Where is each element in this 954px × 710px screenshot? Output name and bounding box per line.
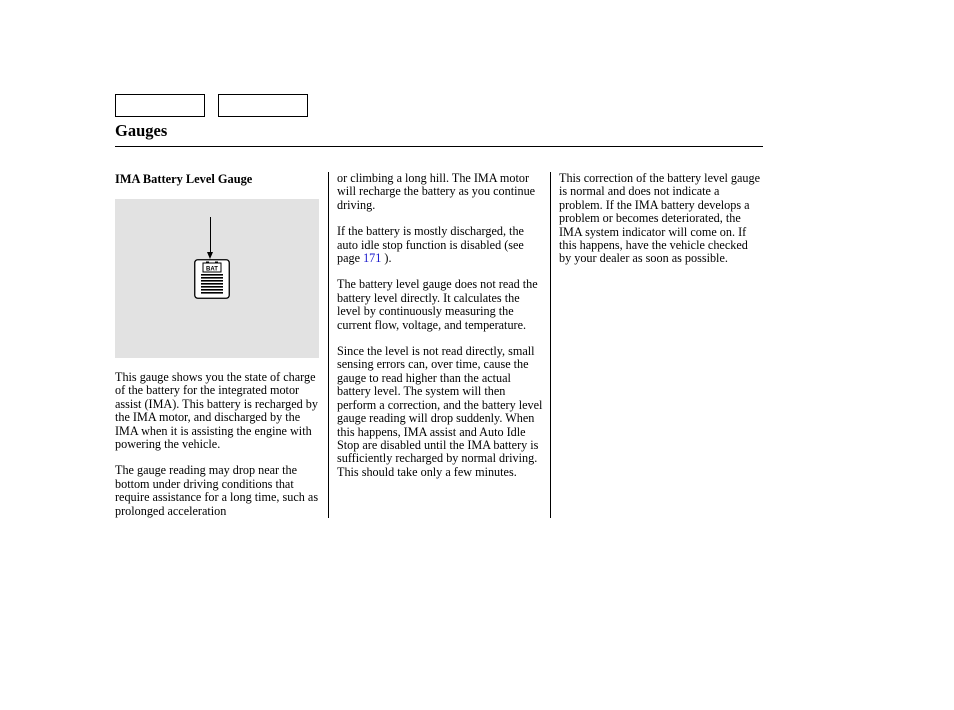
paragraph: This correction of the battery level gauge is normal and does not indicate a problem. If the IMA battery develops a problem or becomes deteriorated, the IMA system indicator will come on. If this happens, have the vehicle checked by your dealer as soon as possible. — [559, 171, 761, 266]
pointer-arrow-line — [210, 217, 211, 253]
main-menu-button[interactable] — [115, 94, 205, 117]
column-divider — [550, 172, 551, 518]
index-button[interactable] — [218, 94, 308, 117]
pointer-arrow-head — [207, 252, 213, 259]
paragraph: The gauge reading may drop near the bottom under driving conditions that require assistance for a long time, such as prolonged acceleration — [115, 463, 319, 518]
column-divider — [328, 172, 329, 518]
title-rule — [115, 146, 763, 147]
column-3 — [559, 172, 763, 279]
paragraph: or climbing a long hill. The IMA motor will recharge the battery as you continue driving. — [337, 171, 536, 212]
page-171-link[interactable]: 171 — [363, 251, 382, 266]
gauge-icon-label: BAT — [206, 266, 218, 273]
paragraph: Since the level is not read directly, small sensing errors can, over time, cause the gauge to read higher than the actual battery level. The system will then perform a correction, and the battery level gauge reading will drop suddenly. When this happens, IMA assist and Auto Idle Stop are disabled until the IMA battery is sufficiently recharged by normal driving. This should take only a few minutes. — [337, 344, 543, 479]
column-1 — [115, 172, 325, 531]
paragraph: The battery level gauge does not read the battery level directly. It calculates the level by continuously measuring the current flow, voltage, and temperature. — [337, 277, 538, 332]
paragraph: This gauge shows you the state of charge of the battery for the integrated motor assist (IMA). This battery is recharged by the IMA motor, and discharged by the IMA when it is assisting the engine with powering the vehicle. — [115, 370, 318, 452]
paragraph-text: If the battery is mostly discharged, the auto idle stop function is disabled (see page — [337, 224, 524, 266]
section-heading: IMA Battery Level Gauge — [115, 172, 253, 186]
column-2 — [337, 172, 545, 492]
battery-gauge-icon — [194, 259, 230, 299]
paragraph-with-link — [337, 225, 545, 265]
page-title: Gauges — [115, 121, 168, 140]
gauge-illustration — [115, 199, 319, 358]
paragraph-text: ). — [381, 251, 392, 266]
